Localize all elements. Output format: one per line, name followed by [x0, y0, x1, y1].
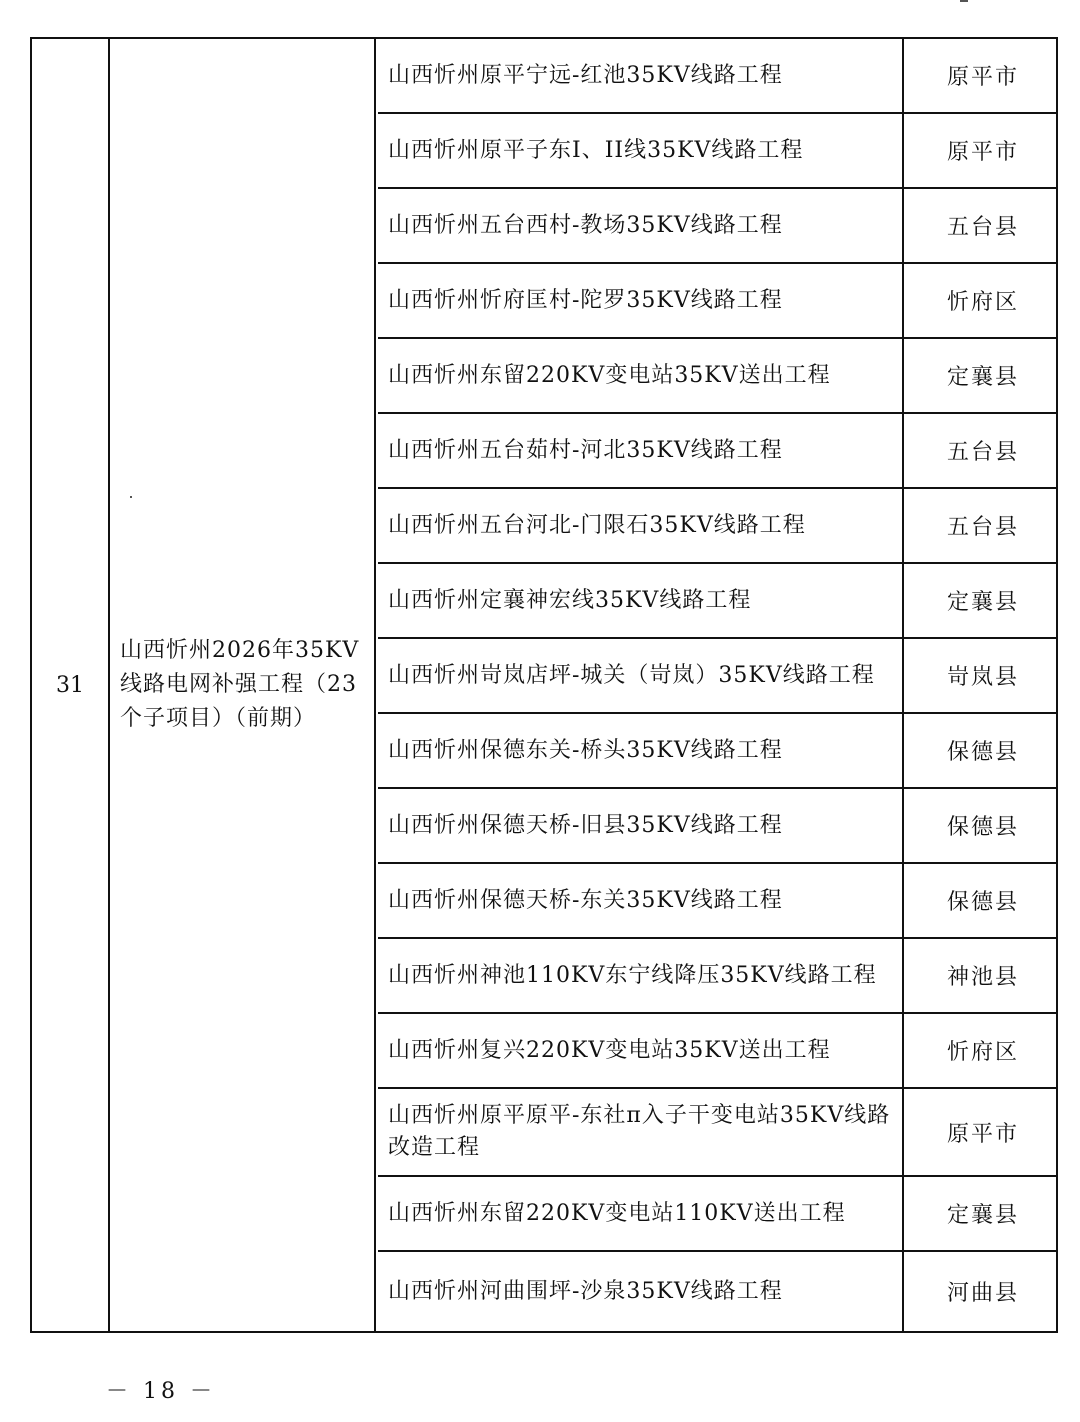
- table-row: [378, 39, 1058, 114]
- subproject-name: 山西忻州东留220KV变电站35KV送出工程: [388, 362, 831, 388]
- subproject-name: 山西忻州忻府匡村-陀罗35KV线路工程: [388, 287, 783, 313]
- column-divider: [374, 39, 376, 1331]
- subproject-name: 山西忻州原平原平-东社π入子干变电站35KV线路改造工程: [388, 1103, 891, 1160]
- subproject-location: 忻府区: [946, 1040, 1019, 1065]
- subproject-location: 保德县: [946, 815, 1019, 840]
- subproject-name: 山西忻州定襄神宏线35KV线路工程: [388, 587, 752, 613]
- subproject-location: 五台县: [946, 215, 1019, 240]
- subproject-location: 岢岚县: [946, 665, 1019, 690]
- subproject-location: 定襄县: [946, 1203, 1019, 1228]
- table-row: [378, 1177, 1058, 1252]
- table-row: [378, 489, 1058, 564]
- subproject-location: 定襄县: [946, 590, 1019, 615]
- column-divider: [108, 39, 110, 1331]
- subproject-name: 山西忻州保德东关-桥头35KV线路工程: [388, 737, 783, 763]
- subproject-location: 河曲县: [946, 1281, 1019, 1306]
- subproject-location: 原平市: [946, 140, 1019, 165]
- table-row: [378, 864, 1058, 939]
- table-row: [378, 714, 1058, 789]
- subproject-name: 山西忻州五台西村-教场35KV线路工程: [388, 212, 783, 238]
- subproject-name: 山西忻州神池110KV东宁线降压35KV线路工程: [388, 962, 877, 988]
- project-name-text: 山西忻州2026年35KV线路电网补强工程（23个子项目）（前期）: [120, 638, 360, 731]
- subproject-name: 山西忻州保德天桥-旧县35KV线路工程: [388, 812, 783, 838]
- table-row: [378, 114, 1058, 189]
- table-row: [378, 789, 1058, 864]
- page-number: － 18 －: [106, 1379, 216, 1404]
- table-row: [378, 1089, 1058, 1177]
- table-row: [378, 564, 1058, 639]
- subproject-name: 山西忻州五台河北-门限石35KV线路工程: [388, 512, 806, 538]
- subproject-location: 保德县: [946, 740, 1019, 765]
- subproject-location: 五台县: [946, 440, 1019, 465]
- subproject-name: 山西忻州原平子东I、II线35KV线路工程: [388, 137, 804, 163]
- subproject-location: 定襄县: [946, 365, 1019, 390]
- subproject-name: 山西忻州五台茹村-河北35KV线路工程: [388, 437, 783, 463]
- table-row: [378, 1252, 1058, 1331]
- subproject-location: 保德县: [946, 890, 1019, 915]
- table-row: [378, 639, 1058, 714]
- table-row: [378, 414, 1058, 489]
- subproject-name: 山西忻州保德天桥-东关35KV线路工程: [388, 887, 783, 913]
- project-name: [116, 39, 372, 1331]
- scan-mark: [960, 0, 968, 2]
- subproject-location: 神池县: [946, 965, 1019, 990]
- subproject-name: 山西忻州东留220KV变电站110KV送出工程: [388, 1200, 846, 1226]
- table-row: [378, 1014, 1058, 1089]
- subproject-location: 忻府区: [946, 290, 1019, 315]
- project-table: [30, 37, 1058, 1333]
- subproject-name: 山西忻州原平宁远-红池35KV线路工程: [388, 62, 783, 88]
- project-number: 31: [56, 672, 84, 698]
- subproject-name: 山西忻州河曲围坪-沙泉35KV线路工程: [388, 1278, 783, 1304]
- table-row: [378, 339, 1058, 414]
- table-row: [378, 189, 1058, 264]
- subproject-location: 原平市: [946, 1121, 1019, 1147]
- subproject-location: 五台县: [946, 515, 1019, 540]
- subproject-name: 山西忻州复兴220KV变电站35KV送出工程: [388, 1037, 831, 1063]
- subproject-location: 原平市: [946, 65, 1019, 90]
- table-row: [378, 939, 1058, 1014]
- subproject-name: 山西忻州岢岚店坪-城关（岢岚）35KV线路工程: [388, 662, 875, 688]
- table-row: [378, 264, 1058, 339]
